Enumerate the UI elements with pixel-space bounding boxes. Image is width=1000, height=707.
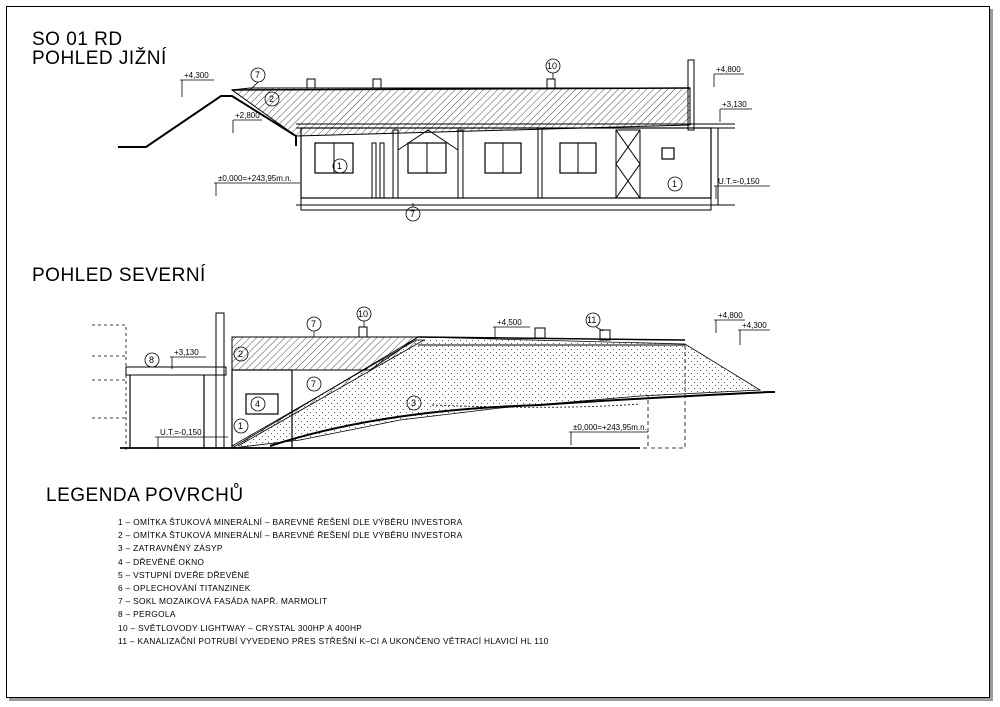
legend-item-8: 8 – PERGOLA [118,609,176,620]
south-marker-f: 7 [410,209,416,219]
north-level-roof: +4,500 [497,318,522,327]
legend-item-3: 3 – ZATRAVNĚNÝ ZÁSYP [118,543,223,554]
south-level-zero: ±0,000=+243,95m.n. [218,174,292,183]
south-window-small [662,148,674,159]
south-view-title: POHLED JIŽNÍ [32,48,167,69]
north-level-ut: U.T.=-0,150 [160,428,202,437]
north-level-pergola: +3,130 [174,348,199,357]
south-marker-a: 7 [255,70,261,80]
south-level-right-terrain: U.T.=-0,150 [718,177,760,186]
legend-item-10: 10 – SVĚTLOVODY LIGHTWAY – CRYSTAL 300HP A 400HP [118,622,363,633]
north-marker-f: 7 [311,379,317,389]
south-level-left-eave: +2,800 [235,111,260,120]
north-marker-g: 4 [255,399,261,409]
south-elevation [118,59,770,221]
north-marker-i: 1 [238,421,244,431]
north-marker-c: 7 [311,319,317,329]
south-marker-b: 2 [269,94,275,104]
north-view-title: POHLED SEVERNÍ [32,265,206,286]
south-door [616,130,640,198]
south-level-left-top: +4,300 [184,71,209,80]
legend-item-1: 1 – OMÍTKA ŠTUKOVÁ MINERÁLNÍ – BAREVNÉ ŘEŠENÍ DLE VÝBĚRU INVESTORA [118,517,463,527]
legend-title: LEGENDA POVRCHŮ [46,485,244,506]
legend-item-7: 7 – SOKL MOZAIKOVÁ FASÁDA NAPŘ. MARMOLIT [118,596,328,607]
legend-item-4: 4 – DŘEVĚNÉ OKNO [118,556,205,567]
north-marker-h: 3 [411,398,417,408]
south-labels [184,61,760,219]
south-marker-d: 1 [337,161,343,171]
legend-item-11: 11 – KANALIZAČNÍ POTRUBÍ VYVEDENO PŘES STŘEŠNÍ K–CI A UKONČENO VĚTRACÍ HLAVICÍ HL 110 [118,635,549,646]
south-level-right-top: +4,800 [716,65,741,74]
north-level-right-second: +4,300 [742,321,767,330]
south-marker-e: 1 [672,179,678,189]
north-marker-a: 8 [149,355,155,365]
legend-item-2: 2 – OMÍTKA ŠTUKOVÁ MINERÁLNÍ – BAREVNÉ ŘEŠENÍ DLE VÝBĚRU INVESTORA [118,530,463,541]
north-chimney [216,313,224,448]
legend-item-6: 6 – OPLECHOVÁNÍ TITANZINEK [118,583,251,594]
north-level-zero: ±0,000=+243,95m.n. [573,423,647,432]
south-plinth [301,198,711,210]
legend-item-5: 5 – VSTUPNÍ DVEŘE DŘEVĚNÉ [118,569,250,580]
south-level-right-mid: +3,130 [722,100,747,109]
north-marker-e: 11 [587,315,597,325]
north-pergola-beam [126,367,226,375]
project-title: SO 01 RD [32,29,123,50]
south-marker-c: 10 [547,61,558,71]
north-marker-d: 10 [358,309,369,319]
north-level-right-top: +4,800 [718,311,743,320]
legend-list [118,516,549,648]
north-neighbour-dashed [92,325,126,452]
south-wall [301,128,711,198]
north-marker-b: 2 [238,349,244,359]
